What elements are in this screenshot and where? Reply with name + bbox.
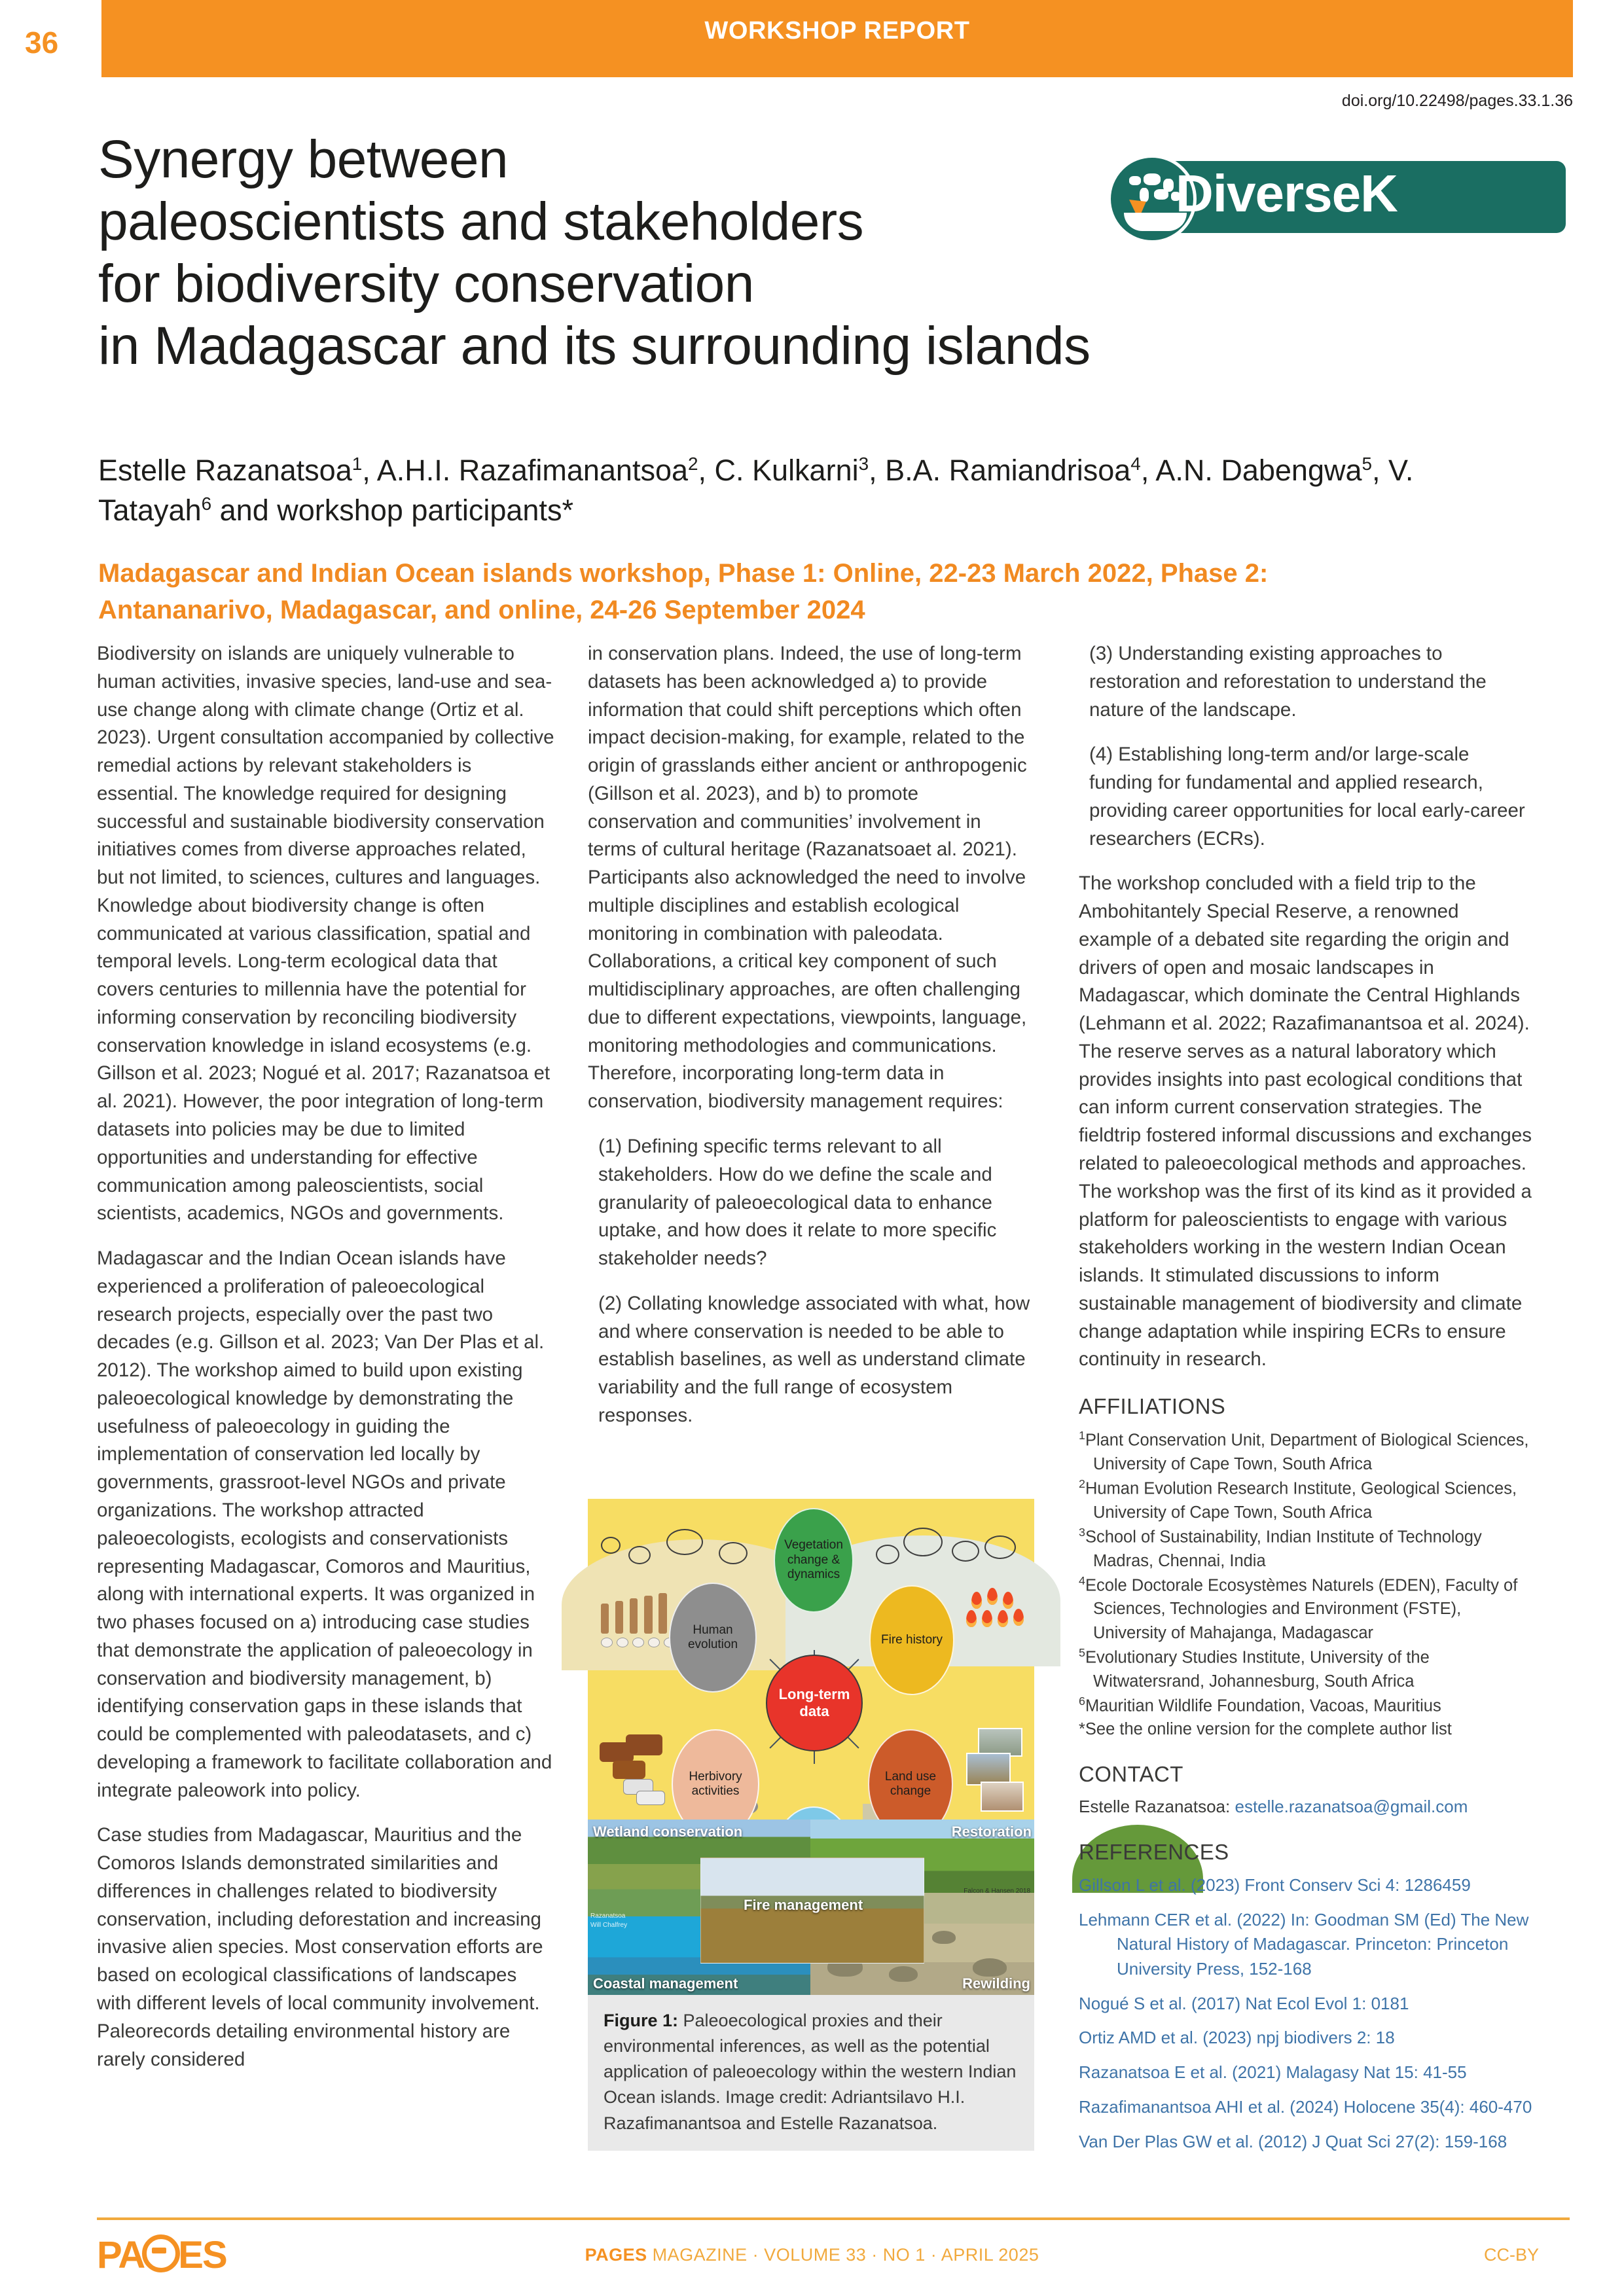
- tree-icon: [719, 1542, 748, 1564]
- tree-icon: [984, 1535, 1016, 1559]
- body-column-2: [588, 640, 1033, 1447]
- contact-email-link[interactable]: estelle.razanatsoa@gmail.com: [1235, 1797, 1468, 1817]
- landscape-photo-icon: [981, 1782, 1024, 1812]
- photo-label-coastal: Coastal management: [593, 1975, 738, 1992]
- reference-item[interactable]: Ortiz AMD et al. (2023) npj biodivers 2: 18: [1079, 2028, 1395, 2048]
- tree-icon: [628, 1546, 651, 1564]
- numbered-item-3: (3) Understanding existing approaches to restoration and reforestation to understand the nature of the landscape.: [1089, 643, 1487, 721]
- banner-title: WORKSHOP REPORT: [704, 17, 970, 45]
- human-evolution-icon: [601, 1604, 609, 1634]
- photo-label-fire: Fire management: [744, 1897, 863, 1913]
- affiliation-item: $^2$Human Evolution Research Institute, Geological Sciences, University of Cape Town, South Africa: [1079, 1477, 1517, 1522]
- affiliations-list: [1079, 1427, 1537, 1742]
- page-number: 36: [25, 26, 59, 60]
- skull-icon: [632, 1638, 644, 1647]
- landscape-photo-icon: [966, 1753, 1011, 1785]
- diversek-logo: [1108, 154, 1566, 238]
- skull-icon: [648, 1638, 660, 1647]
- paragraph: Biodiversity on islands are uniquely vulnerable to human activities, invasive species, land-use and sea-use change along with climate change (Ortiz et al. 2023). Urgent consultation accompanied by collective remedial actions by relevant stakeholders is essential. The knowledge required for designing successful and sustainable biodiversity conservation initiatives comes from diverse approaches related, but not limited, to sciences, cultures and languages. Knowledge about biodiversity change is often communicated at various classification, spatial and temporal levels. Long-term ecological data that covers centuries to millennia have the potential for informing conservation by reconciling biodiversity conservation knowledge in island ecosystems (e.g. Gillson et al. 2023; Nogué et al. 2017; Razanatsoa et al. 2021). However, the poor integration of long-term datasets into policies may be due to limited opportunities and understanding for effective communication among paleoscientists, social scientists, academics, NGOs and governments.: [97, 643, 554, 1225]
- photo-credit: Razanatsoa: [590, 1912, 626, 1920]
- photo-credit: Will Chalfrey: [590, 1922, 628, 1929]
- paragraph: Case studies from Madagascar, Mauritius and the Comoros Islands demonstrated similarities and differences in challenges related to biodiversity conservation, including deforestation and increasing invasive alien species. Most conservation efforts are based on ecological classifications of landscapes with different levels of local community involvement. Paleorecords detailing environmental history are rarely considered: [97, 1824, 543, 2070]
- flame-icon: [1003, 1592, 1013, 1609]
- flame-icon: [1013, 1609, 1024, 1626]
- skull-icon: [601, 1638, 613, 1647]
- title-line-2: paleoscientists and stakeholders: [98, 192, 864, 252]
- flame-icon: [987, 1588, 998, 1605]
- tree-icon: [952, 1541, 979, 1562]
- contact-name: Estelle Razanatsoa:: [1079, 1797, 1231, 1817]
- affiliation-item: $^4$Ecole Doctorale Ecosystèmes Naturels (EDEN), Faculty of Sciences, Technologies and Environment (FSTE), University of Mahajanga, Madagascar: [1079, 1573, 1518, 1642]
- tortoise-icon: [932, 1931, 956, 1944]
- affiliation-item: *See the online version for the complete author list: [1079, 1720, 1452, 1739]
- flame-icon: [998, 1610, 1008, 1627]
- figure-photo-collage: [588, 1820, 1034, 1995]
- photo-label-rewilding: Rewilding: [962, 1975, 1030, 1992]
- reference-item[interactable]: Razanatsoa E et al. (2021) Malagasy Nat 15: 41-55: [1079, 2062, 1467, 2083]
- figure-number: Figure 1:: [604, 2011, 679, 2030]
- title-line-4: in Madagascar and its surrounding islands: [98, 316, 1091, 376]
- body-column-1: [97, 640, 555, 2090]
- human-evolution-icon: [615, 1601, 623, 1634]
- skull-icon: [617, 1638, 628, 1647]
- reference-item[interactable]: Razafimanantsoa AHI et al. (2024) Holocene 35(4): 460-470: [1079, 2096, 1532, 2117]
- footer-magazine-name: PAGES: [585, 2245, 647, 2265]
- body-column-3: [1079, 640, 1537, 2164]
- header-banner: [101, 0, 1573, 77]
- logo-wordmark: DiverseK: [1176, 164, 1398, 223]
- flame-icon: [966, 1610, 977, 1627]
- tortoise-icon: [889, 1966, 918, 1982]
- references-list: [1079, 1873, 1537, 2154]
- workshop-subtitle: Madagascar and Indian Ocean islands workshop, Phase 1: Online, 22-23 March 2022, Phase 2: Antananarivo, Madagascar, and online, 24-26 September 2024: [98, 559, 1269, 624]
- numbered-item-2: (2) Collating knowledge associated with what, how and where conservation is needed to be able to establish baselines, as well as understand climate variability and the full range of ecosystem responses.: [598, 1292, 1030, 1426]
- tortoise-icon: [973, 1958, 1007, 1977]
- paragraph: in conservation plans. Indeed, the use of long-term datasets has been acknowledged a) to provide information that could shift perceptions which often impact decision-making, for example, related to the origin of grasslands either ancient or anthropogenic (Gillson et al. 2023), and b) to promote conservation and communities’ involvement in terms of cultural heritage (Razanatsoaet al. 2021). Participants also acknowledged the need to involve multiple disciplines and establish ecological monitoring in combination with paleodata. Collaborations, a critical key component of such multidisciplinary approaches, are often challenging due to different expectations, viewpoints, language, monitoring methodologies and communications. Therefore, incorporating long-term data in conservation, biodiversity management requires:: [588, 643, 1027, 1113]
- node-long-term-data: Long-term data: [766, 1655, 863, 1751]
- tree-icon: [666, 1529, 703, 1555]
- footer-issue-info: MAGAZINE · VOLUME 33 · NO 1 · APRIL 2025: [647, 2245, 1039, 2265]
- contact-heading: CONTACT: [1079, 1761, 1183, 1786]
- title-line-3: for biodiversity conservation: [98, 254, 754, 314]
- reference-item[interactable]: Gillson L et al. (2023) Front Conserv Sci 4: 1286459: [1079, 1875, 1471, 1895]
- photo-credit: Falcon & Hansen 2018: [964, 1888, 1030, 1895]
- flame-icon: [971, 1592, 982, 1609]
- pages-logo-right: ES: [178, 2234, 226, 2276]
- footer-divider: [97, 2217, 1570, 2220]
- photo-label-wetland: Wetland conservation: [593, 1823, 743, 1840]
- node-vegetation-change: Vegetation change & dynamics: [774, 1508, 854, 1613]
- affiliation-item: $^5$Evolutionary Studies Institute, University of the Witwatersrand, Johannesburg, South Africa: [1079, 1645, 1430, 1691]
- tree-icon: [876, 1545, 899, 1564]
- references-heading: REFERENCES: [1079, 1840, 1229, 1865]
- pig-icon: [636, 1791, 665, 1805]
- figure-diagram: [588, 1499, 1034, 1820]
- node-herbivory-activities: Herbivory activities: [672, 1729, 759, 1839]
- figure-caption-text: Paleoecological proxies and their environmental inferences, as well as the potential application of paleoecology within the western Indian Ocean islands. Image credit: Adriantsilavo H.I. Razafimanantsoa and Estelle Razanatsoa.: [604, 2011, 1017, 2133]
- cattle-icon: [626, 1734, 662, 1755]
- author-list: Estelle Razanatsoa$^1$, A.H.I. Razafimanantsoa$^2$, C. Kulkarni$^3$, B.A. Ramiandrisoa$^4$, A.N. Dabengwa$^5$, V. Tatayah$^6$ and workshop participants*: [98, 454, 1414, 528]
- reference-item[interactable]: Nogué S et al. (2017) Nat Ecol Evol 1: 0181: [1079, 1993, 1409, 2013]
- page-title: [98, 128, 1132, 377]
- node-human-evolution: Human evolution: [669, 1583, 757, 1693]
- reference-item[interactable]: Lehmann CER et al. (2022) In: Goodman SM (Ed) The New Natural History of Madagascar. Princeton: Princeton University Press, 152-168: [1079, 1909, 1529, 1979]
- footer-center-text: [0, 2245, 1624, 2265]
- pages-logo-left: PA: [97, 2234, 145, 2276]
- affiliation-item: $^3$School of Sustainability, Indian Institute of Technology Madras, Chennai, India: [1079, 1525, 1482, 1570]
- human-evolution-icon: [659, 1593, 667, 1634]
- flame-icon: [982, 1610, 992, 1627]
- doi-text[interactable]: doi.org/10.22498/pages.33.1.36: [1341, 92, 1573, 110]
- paragraph: Madagascar and the Indian Ocean islands have experienced a proliferation of paleoecological research projects, especially over the past two decades (e.g. Gillson et al. 2023; Van Der Plas et al. 2012). The workshop aimed to build upon existing paleoecological knowledge by demonstrating the usefulness of paleoecology in guiding the implementation of conservation led locally by governments, grassroot-level NGOs and private organizations. The workshop attracted paleoecologists, ecologists and conservationists representing Madagascar, Comoros and Mauritius, along with international experts. It was organized in two phases focused on a) introducing case studies that demonstrate the application of paleoecology in conservation and biodiversity management, b) identifying conservation gaps in these islands that could be complemented with paleodatasets, and c) developing a framework to facilitate collaboration and integrate paleowork into policy.: [97, 1247, 552, 1801]
- figure-caption: [588, 1995, 1034, 2151]
- photo-label-restoration: Restoration: [951, 1823, 1032, 1840]
- paragraph: The workshop concluded with a field trip to the Ambohitantely Special Reserve, a renowned example of a debated site regarding the origin and drivers of open and mosaic landscapes in Madagascar, which dominate the Central Highlands (Lehmann et al. 2022; Razafimanantsoa et al. 2024). The reserve serves as a natural laboratory which provides insights into past ecological conditions that can inform current conservation strategies. The fieldtrip fostered informal discussions and exchanges related to paleoecological methods and approaches. The workshop was the first of its kind as it provided a platform for paleoscientists to engage with various stakeholders working in the western Indian Ocean islands. It stimulated discussions to inform sustainable management of biodiversity and climate change adaptation while inspiring ECRs to ensure continuity in research.: [1079, 872, 1532, 1371]
- node-land-use-change: Land use change: [868, 1729, 953, 1839]
- title-line-1: Synergy between: [98, 130, 509, 189]
- numbered-item-1: (1) Defining specific terms relevant to all stakeholders. How do we define the scale and granularity of paleoecological data to enhance uptake, and how does it relate to more specific stakeholder needs?: [598, 1136, 997, 1270]
- tree-icon: [601, 1537, 621, 1554]
- affiliation-item: $^1$Plant Conservation Unit, Department of Biological Sciences, University of Cape Town, South Africa: [1079, 1428, 1529, 1473]
- figure-1: [588, 1499, 1034, 2151]
- footer-license: CC-BY: [1483, 2245, 1539, 2265]
- affiliation-item: $^6$Mauritian Wildlife Foundation, Vacoas, Mauritius: [1079, 1694, 1441, 1715]
- numbered-item-4: (4) Establishing long-term and/or large-scale funding for fundamental and applied research, providing career opportunities for local early-career researchers (ECRs).: [1089, 744, 1525, 850]
- affiliations-heading: AFFILIATIONS: [1079, 1394, 1226, 1419]
- contact-line: [1079, 1795, 1537, 1820]
- tree-icon: [903, 1528, 943, 1556]
- human-evolution-icon: [644, 1596, 653, 1634]
- cattle-icon: [613, 1761, 645, 1779]
- node-fire-history: Fire history: [869, 1585, 954, 1695]
- reference-item[interactable]: Van Der Plas GW et al. (2012) J Quat Sci 27(2): 159-168: [1079, 2131, 1507, 2151]
- human-evolution-icon: [630, 1598, 638, 1634]
